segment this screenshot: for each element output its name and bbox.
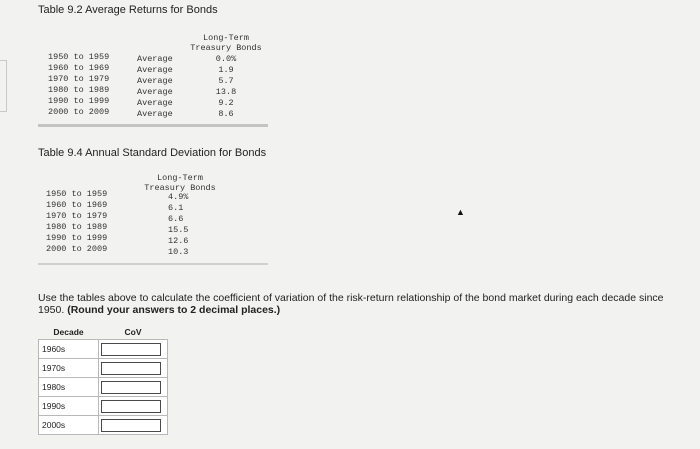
cov-cell bbox=[99, 359, 168, 378]
value-cell: 12.6 bbox=[168, 236, 189, 246]
answer-table bbox=[38, 324, 168, 435]
table-9-4-periods bbox=[46, 189, 107, 255]
value-cell: 6.1 bbox=[168, 203, 184, 213]
value-cell: 13.8 bbox=[215, 87, 237, 97]
period-cell: 1960 to 1969 bbox=[48, 63, 110, 73]
value-cell: 4.9% bbox=[168, 192, 189, 202]
decade-cell: 1970s bbox=[39, 359, 99, 378]
stat-label-cell: Average bbox=[137, 87, 173, 97]
period-cell: 1970 to 1979 bbox=[48, 74, 110, 84]
table-9-4-bottom-rule bbox=[38, 263, 268, 265]
cov-cell bbox=[99, 397, 168, 416]
header-line-1: Long-Term bbox=[203, 33, 249, 43]
cov-input-1960s[interactable] bbox=[101, 343, 161, 356]
value-cell: 6.6 bbox=[168, 214, 184, 224]
table-9-2-periods bbox=[48, 52, 109, 118]
period-cell: 1970 to 1979 bbox=[46, 211, 108, 221]
period-cell: 1990 to 1999 bbox=[46, 233, 108, 243]
period-cell: 2000 to 2009 bbox=[48, 107, 110, 117]
value-cell: 0.0% bbox=[215, 54, 237, 64]
value-cell: 5.7 bbox=[218, 76, 234, 86]
period-cell: 1950 to 1959 bbox=[46, 189, 108, 199]
table-row bbox=[39, 378, 168, 397]
header-line-2: Treasury Bonds bbox=[190, 43, 262, 53]
stat-label-cell: Average bbox=[137, 54, 173, 64]
period-cell: 1950 to 1959 bbox=[48, 52, 110, 62]
header-line-1: Long-Term bbox=[157, 173, 203, 183]
table-row bbox=[39, 397, 168, 416]
instructions-text: Use the tables above to calculate the coefficient of variation of the risk-return relationship of the bond market during each decade since 1950. bbox=[38, 292, 664, 316]
cov-input-1980s[interactable] bbox=[101, 381, 161, 394]
table-row bbox=[39, 340, 168, 359]
table-9-2-title: Table 9.2 Average Returns for Bonds bbox=[38, 4, 218, 16]
decade-cell: 1990s bbox=[39, 397, 99, 416]
table-9-4-values bbox=[168, 192, 196, 258]
mouse-cursor-icon: ▲ bbox=[456, 207, 465, 217]
header-line-2: Treasury Bonds bbox=[144, 183, 216, 193]
cov-cell bbox=[99, 416, 168, 435]
cov-cell bbox=[99, 340, 168, 359]
stat-label-cell: Average bbox=[137, 109, 173, 119]
period-cell: 1980 to 1989 bbox=[46, 222, 108, 232]
period-cell: 1960 to 1969 bbox=[46, 200, 108, 210]
cov-cell bbox=[99, 378, 168, 397]
stat-label-cell: Average bbox=[137, 76, 173, 86]
value-cell: 9.2 bbox=[218, 98, 234, 108]
value-cell: 15.5 bbox=[168, 225, 189, 235]
table-9-4-title: Table 9.4 Annual Standard Deviation for Bonds bbox=[38, 147, 267, 159]
stat-label-cell: Average bbox=[137, 98, 173, 108]
table-9-4-column-header bbox=[140, 173, 220, 193]
table-9-2-bottom-rule bbox=[38, 124, 268, 127]
stat-label-cell: Average bbox=[137, 65, 173, 75]
cov-input-2000s[interactable] bbox=[101, 419, 161, 432]
cov-input-1990s[interactable] bbox=[101, 400, 161, 413]
table-9-2-column-header bbox=[186, 33, 266, 53]
period-cell: 2000 to 2009 bbox=[46, 244, 108, 254]
instructions-rounding-note: (Round your answers to 2 decimal places.) bbox=[67, 304, 281, 316]
value-cell: 10.3 bbox=[168, 247, 189, 257]
table-9-2-stat-labels bbox=[137, 54, 173, 120]
table-9-2-values bbox=[206, 54, 246, 120]
period-cell: 1980 to 1989 bbox=[48, 85, 110, 95]
decade-cell: 1960s bbox=[39, 340, 99, 359]
decade-column-header: Decade bbox=[39, 324, 99, 340]
period-cell: 1990 to 1999 bbox=[48, 96, 110, 106]
table-row bbox=[39, 416, 168, 435]
cov-input-1970s[interactable] bbox=[101, 362, 161, 375]
decade-cell: 2000s bbox=[39, 416, 99, 435]
answer-table-header-row bbox=[39, 324, 168, 340]
value-cell: 8.6 bbox=[218, 109, 234, 119]
value-cell: 1.9 bbox=[218, 65, 234, 75]
question-instructions bbox=[38, 292, 688, 316]
left-edge-fragment bbox=[0, 60, 7, 112]
table-row bbox=[39, 359, 168, 378]
decade-cell: 1980s bbox=[39, 378, 99, 397]
cov-column-header: CoV bbox=[99, 324, 168, 340]
